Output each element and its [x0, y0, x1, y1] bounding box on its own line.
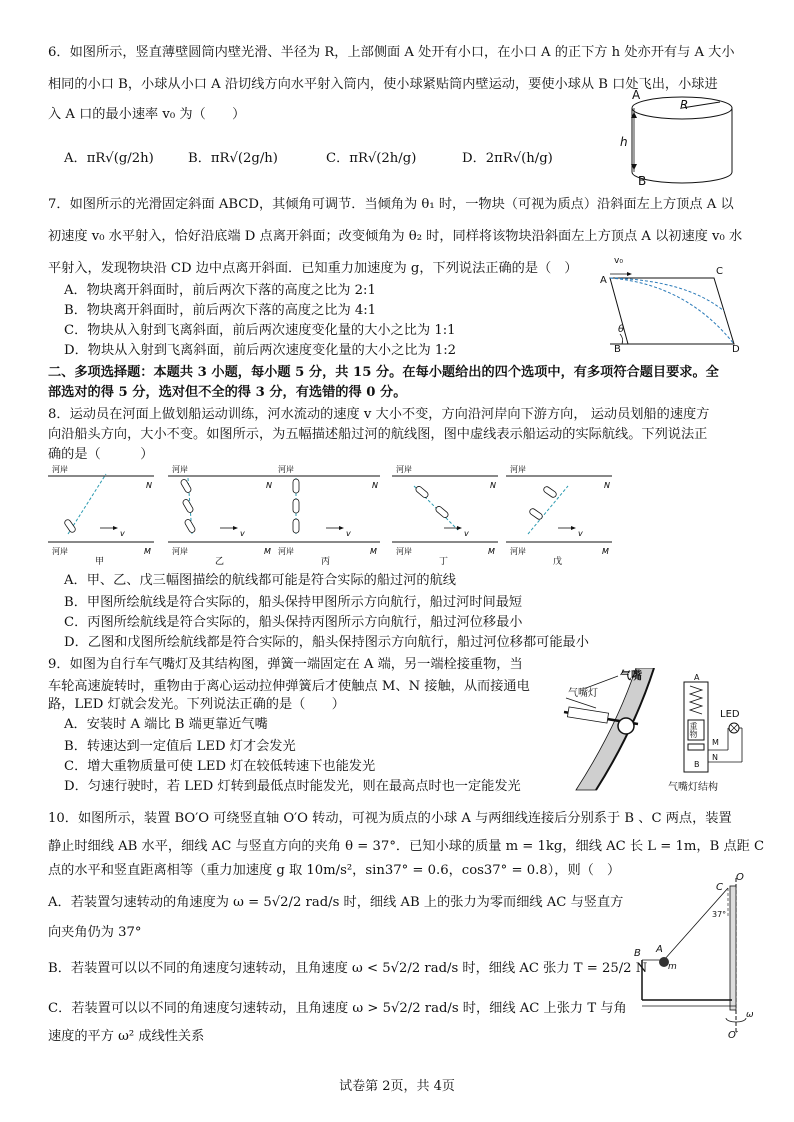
point-n: N [372, 481, 378, 490]
q10-label-b: B [634, 948, 641, 959]
q9-label-nozzle: 气嘴 [620, 669, 642, 682]
current-arrow-head [233, 526, 238, 530]
bank-label-top: 河岸 [278, 465, 294, 474]
q10-option-c-line1: C．若装置可以以不同的角速度匀速转动，且角速度 ω > 5√2/2 rad/s 时，细线 AC 上张力 T 与角 [48, 1001, 627, 1016]
velocity-label: v [578, 529, 583, 538]
bank-label-bottom: 河岸 [278, 547, 294, 556]
q9-label-n: N [712, 753, 718, 762]
q9-label-structure: 气嘴灯结构 [668, 782, 718, 793]
q9-label-b: B [694, 760, 700, 769]
q6-line1: 6．如图所示，竖直薄壁圆筒内壁光滑、半径为 R，上部侧面 A 处开有小口，在小口 A 的正下方 h 处亦开有与 A 大小 [48, 45, 735, 60]
bank-label-bottom: 河岸 [396, 547, 412, 556]
point-n: N [490, 481, 496, 490]
boat-icon [293, 519, 299, 533]
velocity-label: v [240, 529, 245, 538]
q7-line3: 平射入，发现物块沿 CD 边中点离开斜面．已知重力加速度为 g，下列说法正确的是（ ） [48, 261, 578, 276]
q9-option-a: A．安装时 A 端比 B 端更靠近气嘴 [64, 717, 268, 732]
q7-label-a: A [600, 275, 607, 286]
q10-label-a: A [656, 944, 663, 955]
velocity-label: v [120, 529, 125, 538]
current-arrow-head [571, 526, 576, 530]
point-m: M [144, 547, 151, 556]
q10-option-b: B．若装置可以以不同的角速度匀速转动，且角速度 ω < 5√2/2 rad/s 时，细线 AC 张力 T = 25/2 N [48, 961, 648, 976]
q6-option-a: A．πR√(g/2h) [64, 151, 154, 166]
bank-label-top: 河岸 [52, 465, 68, 474]
current-arrow-head [339, 526, 344, 530]
q6-option-d: D．2πR√(h/g) [462, 151, 553, 166]
boat-icon [435, 505, 450, 519]
boat-icon [293, 479, 299, 493]
velocity-label: v [464, 529, 469, 538]
q8-panel-1 [48, 462, 160, 572]
q6-label-a: A [632, 88, 641, 102]
panel-name: 丁 [439, 557, 449, 567]
q7-option-d: D．物块从入射到飞离斜面，前后两次速度变化量的大小之比为 1:2 [64, 343, 457, 358]
q6-line2: 相同的小口 B，小球从小口 A 沿切线方向水平射入筒内，使小球紧贴筒内壁运动，要使小球从 B 口处飞出，小球进 [48, 77, 718, 92]
q10-label-c: C [716, 882, 723, 893]
velocity-label: v [346, 529, 351, 538]
section2-line1: 二、多项选择题：本题共 3 小题，每小题 5 分，共 15 分。在每小题给出的四个选项中，有多项符合题目要求。全 [48, 365, 719, 380]
boat-icon [529, 508, 544, 521]
q8-panel-3 [274, 462, 386, 572]
q6-line3: 入 A 口的最小速率 v₀ 为（ ） [48, 107, 246, 122]
q9-option-b: B．转速达到一定值后 LED 灯才会发光 [64, 739, 296, 754]
q7-label-d: D [732, 344, 740, 355]
q8-panel-5 [506, 462, 618, 572]
point-m: M [602, 547, 609, 556]
q7-label-b: B [614, 344, 621, 355]
q8-line3: 确的是（ ） [48, 447, 154, 462]
bank-label-top: 河岸 [510, 465, 526, 474]
q8-line2: 向沿船头方向，大小不变。如图所示，为五幅描述船过河的航线图，图中虚线表示船运动的实际航线。下列说法正 [48, 427, 708, 442]
bank-label-bottom: 河岸 [510, 547, 526, 556]
q9-line1: 9．如图为自行车气嘴灯及其结构图，弹簧一端固定在 A 端，另一端栓接重物，当 [48, 657, 523, 672]
q7-option-c: C．物块从入射到飞离斜面，前后两次速度变化量的大小之比为 1:1 [64, 323, 456, 338]
q10-option-a-line2: 向夹角仍为 37° [48, 925, 142, 940]
q8-panel-2 [168, 462, 280, 572]
q10-option-a-line1: A．若装置匀速转动的角速度为 ω = 5√2/2 rad/s 时，细线 AB 上的张力为零而细线 AC 与竖直方 [48, 895, 624, 910]
boat-icon [293, 499, 299, 513]
q6-label-r: R [680, 98, 689, 112]
point-m: M [370, 547, 377, 556]
q10-label-m: m [668, 962, 677, 972]
q7-option-b: B．物块离开斜面时，前后两次下落的高度之比为 4:1 [64, 303, 377, 318]
q8-panel-4 [392, 462, 504, 572]
q7-label-c: C [716, 266, 723, 277]
q6-option-c: C．πR√(2h/g) [326, 151, 417, 166]
boat-icon [184, 518, 196, 533]
q9-label-a: A [694, 673, 700, 682]
section2-line2: 部选对的得 5 分，选对但不全的得 3 分，有选错的得 0 分。 [48, 385, 407, 400]
q9-line2: 车轮高速旋转时，重物由于离心运动拉伸弹簧后才使触点 M、N 接触，从而接通电 [48, 679, 530, 694]
q7-line2: 初速度 v₀ 水平射入，恰好沿底端 D 点离开斜面；改变倾角为 θ₂ 时，同样将该物块沿斜面左上方顶点 A 以初速度 v₀ 水 [48, 229, 743, 244]
point-n: N [146, 481, 152, 490]
q10-option-c-line2: 速度的平方 ω² 成线性关系 [48, 1029, 205, 1044]
q8-option-d: D．乙图和戊图所绘航线都是符合实际的，船头保持图示方向航行，船过河位移都可能最小 [64, 635, 589, 650]
panel-name: 戊 [553, 557, 563, 567]
boat-icon [64, 519, 77, 534]
q10-label-omega: ω [746, 1010, 754, 1020]
q7-line1: 7．如图所示的光滑固定斜面 ABCD，其倾角可调节．当倾角为 θ₁ 时，一物块（可视为质点）沿斜面左上方顶点 A 以 [48, 197, 734, 212]
point-n: N [266, 481, 272, 490]
panel-name: 丙 [321, 557, 331, 567]
boat-icon [415, 485, 430, 499]
q9-label-led: LED [720, 709, 740, 720]
q9-option-c: C．增大重物质量可使 LED 灯在较低转速下也能发光 [64, 759, 376, 774]
q9-label-weight: 重物 [689, 722, 698, 738]
q10-label-angle: 37° [712, 910, 727, 919]
page-footer: 试卷第 2页，共 4页 [339, 1079, 455, 1094]
q8-option-c: C．丙图所绘航线是符合实际的，船头保持丙图所示方向航行，船过河位移最小 [64, 615, 523, 630]
bank-label-bottom: 河岸 [52, 547, 68, 556]
q8-option-a: A．甲、乙、戊三幅图描绘的航线都可能是符合实际的船过河的航线 [64, 573, 456, 588]
q7-option-a: A．物块离开斜面时，前后两次下落的高度之比为 2:1 [64, 283, 376, 298]
bank-label-bottom: 河岸 [172, 547, 188, 556]
q10-line2: 静止时细线 AB 水平，细线 AC 与竖直方向的夹角 θ = 37°．已知小球的质量 m = 1kg，细线 AC 长 L = 1m，B 点距 C [48, 839, 765, 854]
q8-option-b: B．甲图所绘航线是符合实际的，船头保持甲图所示方向航行，船过河时间最短 [64, 595, 523, 610]
q7-label-theta: θ [618, 324, 625, 335]
q9-label-lamp: 气嘴灯 [568, 688, 598, 699]
actual-route-line [68, 474, 106, 534]
bank-label-top: 河岸 [396, 465, 412, 474]
boat-icon [543, 486, 558, 499]
panel-name: 甲 [95, 557, 105, 567]
q9-line3: 路，LED 灯就会发光。下列说法正确的是（ ） [48, 697, 345, 712]
boat-icon [182, 498, 194, 513]
q6-label-b: B [638, 174, 647, 188]
panel-name: 乙 [215, 557, 225, 567]
q7-incline-figure [596, 262, 756, 354]
point-n: N [604, 481, 610, 490]
q9-option-d: D．匀速行驶时，若 LED 灯转到最低点时能发光，则在最高点时也一定能发光 [64, 779, 521, 794]
point-m: M [264, 547, 271, 556]
q10-label-o: O [736, 872, 744, 883]
q6-label-h: h [620, 135, 628, 149]
q10-line3: 点的水平和竖直距离相等（重力加速度 g 取 10m/s²，sin37° = 0.6，cos37° = 0.8），则（ ） [48, 863, 621, 878]
boat-icon [180, 478, 192, 493]
q9-label-m: M [712, 738, 719, 747]
q7-label-v0: v₀ [614, 256, 623, 266]
q8-line1: 8．运动员在河面上做划船运动训练，河水流动的速度 v 大小不变，方向沿河岸向下游方向， 运动员划船的速度方 [48, 407, 710, 422]
point-m: M [488, 547, 495, 556]
bank-label-top: 河岸 [172, 465, 188, 474]
q10-rotating-device-figure [628, 876, 758, 1036]
current-arrow-head [457, 526, 462, 530]
q6-option-b: B．πR√(2g/h) [188, 151, 278, 166]
q10-label-o2: O′ [728, 1030, 739, 1041]
q10-line1: 10．如图所示，装置 BO′O 可绕竖直轴 O′O 转动，可视为质点的小球 A 与两细线连接后分别系于 B 、C 两点，装置 [48, 811, 732, 826]
current-arrow-head [113, 526, 118, 530]
